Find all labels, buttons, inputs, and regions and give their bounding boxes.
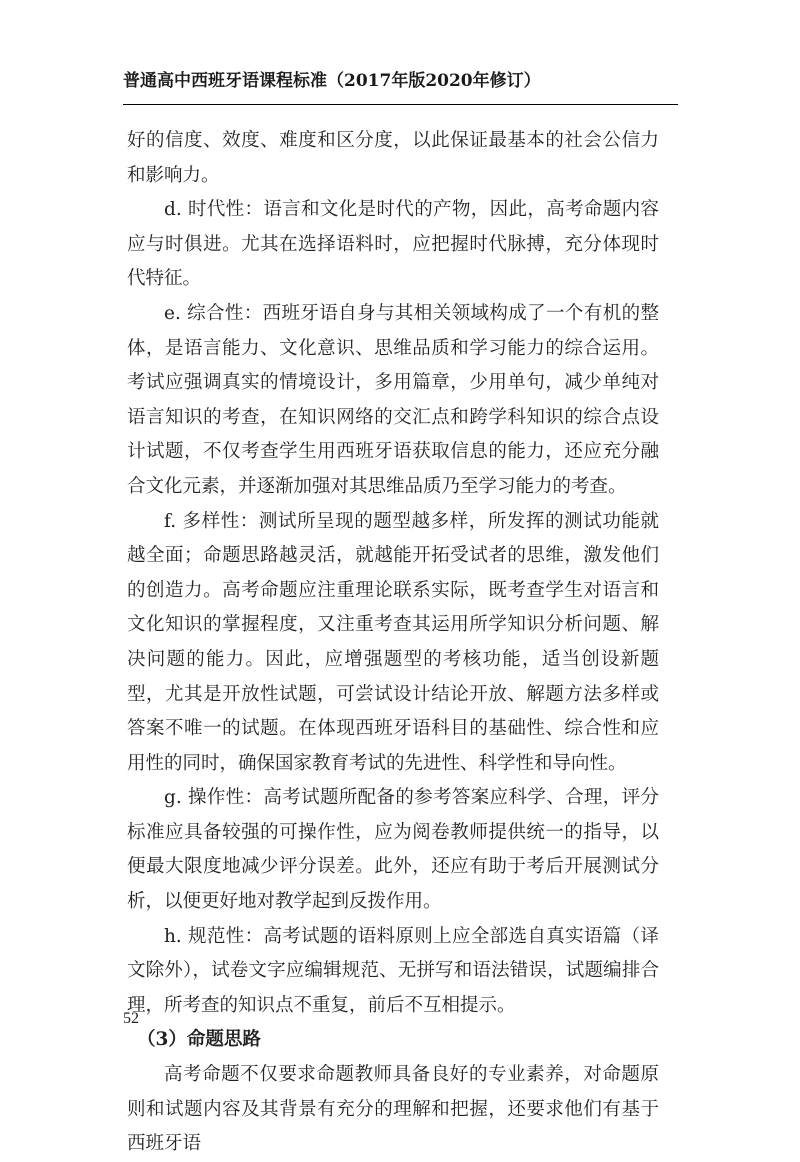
paragraph-h-standardization: h. 规范性：高考试题的语料原则上应全部选自真实语篇（译文除外），试卷文字应编辑规范、无拼写和语法错误，试题编排合理，所考查的知识点不重复，前后不互相提示。	[127, 925, 659, 1016]
paragraph-g-operability: g. 操作性：高考试题所配备的参考答案应科学、合理，评分标准应具备较强的可操作性，应为阅卷教师提供统一的指导，以便最大限度地减少评分误差。此外，还应有助于考后开展测试分析，以便更好地对教学起到反拨作用。	[127, 787, 659, 913]
header-divider	[123, 104, 678, 105]
paragraph-f-diversity: f. 多样性：测试所呈现的题型越多样，所发挥的测试功能就越全面；命题思路越灵活，就越能开拓受试者的思维，激发他们的创造力。高考命题应注重理论联系实际，既考查学生对语言和文化知识的掌握程度，又注重考查其运用所学知识分析问题、解决问题的能力。因此，应增强题型的考核功能，适当创设新题型，尤其是开放性试题，可尝试设计结论开放、解题方法多样或答案不唯一的试题。在体现西班牙语科目的基础性、综合性和应用性的同时，确保国家教育考试的先进性、科学性和导向性。	[127, 510, 659, 774]
paragraph-d-timeliness: d. 时代性：语言和文化是时代的产物，因此，高考命题内容应与时俱进。尤其在选择语料时，应把握时代脉搏，充分体现时代特征。	[127, 199, 659, 290]
paragraph-final: 高考命题不仅要求命题教师具备良好的专业素养，对命题原则和试题内容及其背景有充分的理解和把握，还要求他们有基于西班牙语	[127, 1064, 659, 1155]
section-heading: （3）命题思路	[137, 1029, 261, 1051]
running-header: 普通高中西班牙语课程标准（2017年版2020年修订）	[123, 71, 541, 91]
page-number: 52	[123, 1010, 139, 1027]
paragraph-e-comprehensiveness: e. 综合性：西班牙语自身与其相关领域构成了一个有机的整体，是语言能力、文化意识、思维品质和学习能力的综合运用。考试应强调真实的情境设计，多用篇章，少用单句，减少单纯对语言知识的考查，在知识网络的交汇点和跨学科知识的综合点设计试题，不仅考查学生用西班牙语获取信息的能力，还应充分融合文化元素，并逐渐加强对其思维品质乃至学习能力的考查。	[127, 302, 659, 497]
body-text	[127, 124, 659, 1162]
paragraph-continuation: 好的信度、效度、难度和区分度，以此保证最基本的社会公信力和影响力。	[127, 130, 659, 186]
